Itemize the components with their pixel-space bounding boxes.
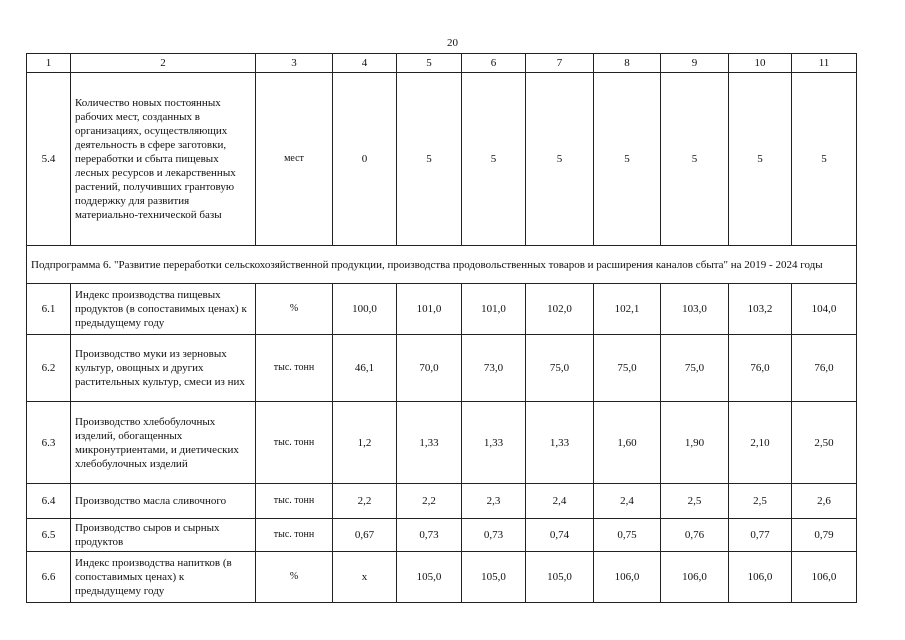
subprogram-row [27,246,857,284]
value-cell: 0,76 [661,519,729,552]
value-cell: 100,0 [333,284,397,335]
value-cell: 2,5 [729,484,792,519]
value-cell: 103,2 [729,284,792,335]
value-cell: 104,0 [792,284,857,335]
value-cell: 75,0 [661,335,729,402]
indicator-name-cell: Индекс производства пищевых продуктов (в сопоставимых ценах) к предыдущему году [71,284,256,335]
value-cell: 106,0 [729,552,792,603]
value-cell: 105,0 [526,552,594,603]
subprogram-title: Подпрограмма 6. "Развитие переработки сельскохозяйственной продукции, производства продовольственных товаров и расширения каналов сбыта" на 2019 - 2024 годы [27,246,857,284]
value-cell: 2,2 [397,484,462,519]
table-row [27,284,857,335]
value-cell: 0 [333,73,397,246]
value-cell: 76,0 [729,335,792,402]
table-row [27,335,857,402]
row-number-cell: 6.5 [27,519,71,552]
column-number-cell: 2 [71,54,256,73]
column-number-cell: 6 [462,54,526,73]
value-cell: 105,0 [397,552,462,603]
value-cell: 2,50 [792,402,857,484]
value-cell: 2,4 [526,484,594,519]
column-number-cell: 11 [792,54,857,73]
value-cell: 1,33 [462,402,526,484]
value-cell: 106,0 [661,552,729,603]
indicator-name-cell: Производство хлебобулочных изделий, обогащенных микронутриентами, и диетических хлебобулочных изделий [71,402,256,484]
column-number-cell: 4 [333,54,397,73]
column-number-row [27,54,857,73]
table-row [27,552,857,603]
value-cell: x [333,552,397,603]
value-cell: 105,0 [462,552,526,603]
value-cell: 102,0 [526,284,594,335]
column-number-cell: 3 [256,54,333,73]
column-number-cell: 5 [397,54,462,73]
value-cell: 5 [792,73,857,246]
unit-cell: тыс. тонн [256,402,333,484]
value-cell: 75,0 [526,335,594,402]
value-cell: 1,2 [333,402,397,484]
column-number-cell: 1 [27,54,71,73]
value-cell: 2,4 [594,484,661,519]
value-cell: 5 [397,73,462,246]
row-number-cell: 6.1 [27,284,71,335]
row-number-cell: 5.4 [27,73,71,246]
table-row [27,484,857,519]
unit-cell: % [256,552,333,603]
table-row [27,402,857,484]
page-number: 20 [447,37,458,49]
value-cell: 0,75 [594,519,661,552]
value-cell: 2,3 [462,484,526,519]
value-cell: 75,0 [594,335,661,402]
value-cell: 106,0 [792,552,857,603]
value-cell: 1,33 [526,402,594,484]
value-cell: 70,0 [397,335,462,402]
column-number-cell: 8 [594,54,661,73]
column-number-cell: 7 [526,54,594,73]
table-row [27,519,857,552]
table-row [27,73,857,246]
row-number-cell: 6.3 [27,402,71,484]
indicator-name-cell: Индекс производства напитков (в сопоставимых ценах) к предыдущему году [71,552,256,603]
indicator-name-cell: Количество новых постоянных рабочих мест, созданных в организациях, осуществляющих деятельность в сфере заготовки, переработки и сбыта пищевых лесных ресурсов и лекарственных растений, получивших грантовую поддержку для развития материально-технической базы [71,73,256,246]
value-cell: 106,0 [594,552,661,603]
value-cell: 0,77 [729,519,792,552]
column-number-cell: 10 [729,54,792,73]
value-cell: 0,67 [333,519,397,552]
value-cell: 5 [526,73,594,246]
row-number-cell: 6.2 [27,335,71,402]
indicator-name-cell: Производство сыров и сырных продуктов [71,519,256,552]
value-cell: 5 [462,73,526,246]
indicator-name-cell: Производство муки из зерновых культур, овощных и других растительных культур, смеси из них [71,335,256,402]
value-cell: 2,5 [661,484,729,519]
value-cell: 0,73 [397,519,462,552]
unit-cell: тыс. тонн [256,484,333,519]
value-cell: 0,74 [526,519,594,552]
value-cell: 2,2 [333,484,397,519]
column-number-cell: 9 [661,54,729,73]
indicators-table [26,53,857,603]
value-cell: 0,73 [462,519,526,552]
value-cell: 1,33 [397,402,462,484]
row-number-cell: 6.4 [27,484,71,519]
unit-cell: тыс. тонн [256,519,333,552]
unit-cell: мест [256,73,333,246]
value-cell: 46,1 [333,335,397,402]
value-cell: 76,0 [792,335,857,402]
value-cell: 5 [729,73,792,246]
value-cell: 5 [594,73,661,246]
value-cell: 101,0 [397,284,462,335]
value-cell: 73,0 [462,335,526,402]
value-cell: 103,0 [661,284,729,335]
value-cell: 1,90 [661,402,729,484]
row-number-cell: 6.6 [27,552,71,603]
value-cell: 102,1 [594,284,661,335]
value-cell: 2,6 [792,484,857,519]
value-cell: 0,79 [792,519,857,552]
value-cell: 5 [661,73,729,246]
value-cell: 101,0 [462,284,526,335]
unit-cell: % [256,284,333,335]
unit-cell: тыс. тонн [256,335,333,402]
indicator-name-cell: Производство масла сливочного [71,484,256,519]
value-cell: 2,10 [729,402,792,484]
value-cell: 1,60 [594,402,661,484]
